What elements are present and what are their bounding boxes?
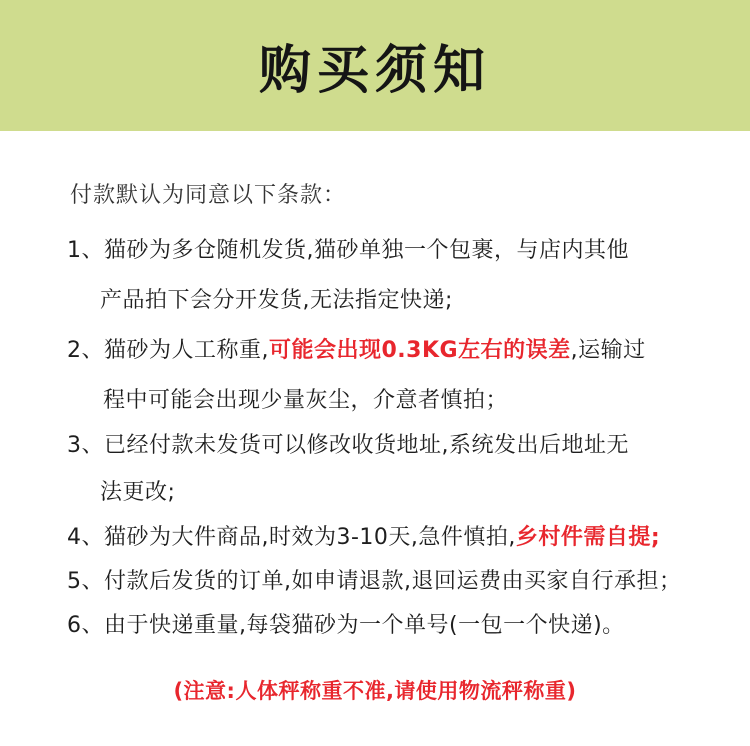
- terms-item-2-line-2: 程中可能会出现少量灰尘，介意者慎拍；: [103, 388, 509, 413]
- terms-item-6-line-1: 6、由于快递重量,每袋猫砂为一个单号(一包一个快递)。: [67, 613, 625, 638]
- terms-item-4-line-1: [67, 520, 660, 551]
- terms-item-2-warning: 可能会出现0.3KG左右的误差: [269, 338, 571, 363]
- terms-item-2-line-1: [67, 333, 646, 364]
- terms-item-3-line-1: 3、已经付款未发货可以修改收货地址,系统发出后地址无: [67, 433, 629, 458]
- terms-item-2-text-b: ,运输过: [570, 338, 646, 363]
- terms-item-3-line-2: 法更改;: [100, 480, 176, 505]
- terms-item-5-line-1: 5、付款后发货的订单,如申请退款,退回运费由买家自行承担；: [67, 569, 682, 594]
- header-banner: [0, 0, 750, 131]
- terms-item-1-line-2: 产品拍下会分开发货,无法指定快递;: [100, 288, 453, 313]
- terms-item-2-text-a: 2、猫砂为人工称重,: [67, 338, 269, 363]
- intro-text: 付款默认为同意以下条款：: [70, 183, 347, 208]
- weighing-note: (注意:人体秤称重不准,请使用物流秤称重): [173, 679, 577, 703]
- terms-item-1-line-1: 1、猫砂为多仓随机发货,猫砂单独一个包裹，与店内其他: [67, 238, 629, 263]
- page-title: 购买须知: [258, 41, 491, 101]
- terms-item-4-text: 4、猫砂为大件商品,时效为3-10天,急件慎拍,: [67, 525, 516, 550]
- terms-item-4-warning: 乡村件需自提;: [515, 525, 661, 550]
